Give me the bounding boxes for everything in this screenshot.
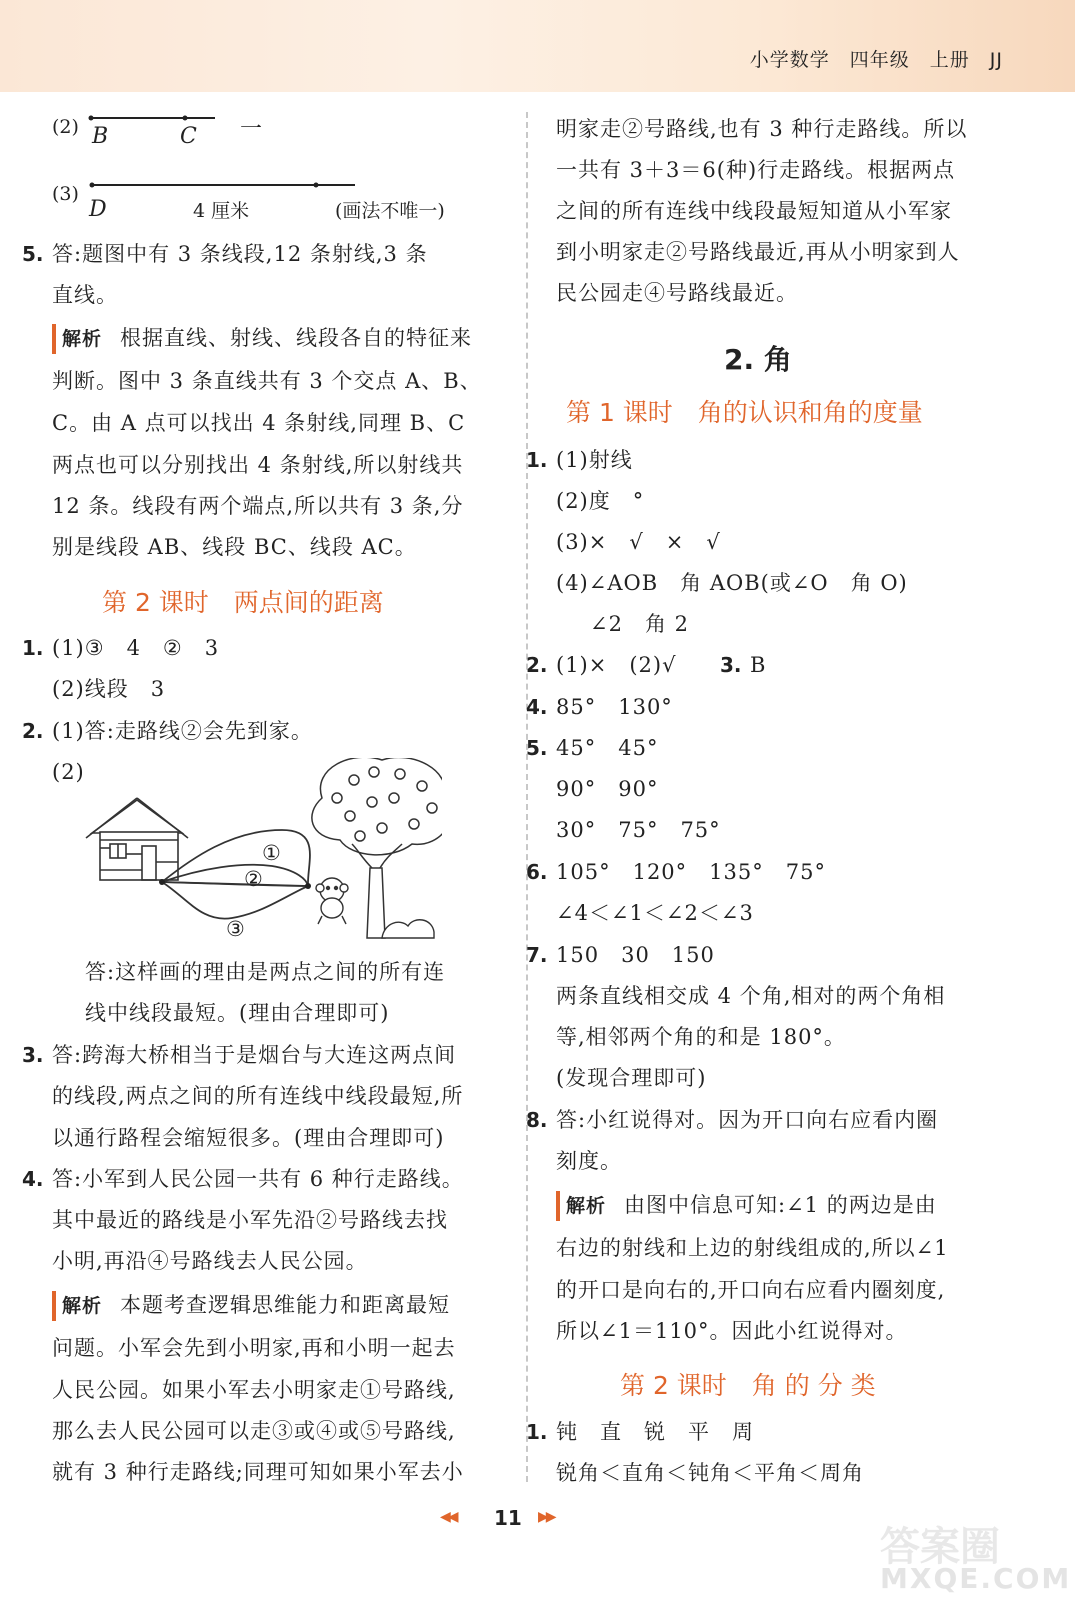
fig2-dash: 一 [240,117,263,142]
b2-line1: (1)× (2)√ [556,653,677,677]
b1-line2: (2)度 ° [556,489,645,513]
a2-line4: 线中线段最短。(理由合理即可) [85,1001,390,1025]
analysis-2-line1: 解析 本题考查逻辑思维能力和距离最短 [52,1290,450,1321]
point-d-label: D [89,197,107,222]
b1-line3: (3)× √ × √ [556,530,721,554]
a2-line1: (1)答:走路线②会先到家。 [52,719,313,743]
header-grade: 四年级 [849,49,910,71]
a2-line3: 答:这样画的理由是两点之间的所有连 [85,960,446,984]
q5-line1: 答:题图中有 3 条线段,12 条射线,3 条 [52,242,428,266]
c1-line2: 锐角＜直角＜钝角＜平角＜周角 [556,1461,864,1485]
a2-line2: (2) [52,760,85,784]
q5-line2: 直线。 [52,283,118,307]
b6-line1: 105° 120° 135° 75° [556,860,826,884]
lesson-2b-title: 第 2 课时 角 的 分 类 [620,1371,876,1400]
analysis-tag: 解析 [52,1291,102,1321]
header-edition: JJ [989,49,1003,71]
cont-line5: 民公园走④号路线最近。 [556,281,798,305]
fig3-length: 4 厘米 [193,200,250,222]
segment-bc [85,112,225,124]
fig3-note: (画法不唯一) [335,200,445,222]
column-divider [526,112,528,1482]
route-1-marker: ① [262,841,281,865]
b8-number: 8. [526,1108,548,1132]
route-2-marker: ② [244,867,263,891]
a3-line1: 答:跨海大桥相当于是烟台与大连这两点间 [52,1043,457,1067]
segment-d [85,179,365,191]
b5-number: 5. [526,736,548,760]
analysis-3-line1: 解析 由图中信息可知:∠1 的两边是由 [556,1190,937,1221]
analysis-1-line1: 解析 根据直线、射线、线段各自的特征来 [52,323,472,354]
b1-line1: (1)射线 [556,448,633,472]
point-c-label: C [180,124,197,149]
a2-number: 2. [22,719,44,743]
a1-number: 1. [22,636,44,660]
header-subject: 小学数学 [749,49,830,71]
a4-number: 4. [22,1167,44,1191]
a4-line2: 其中最近的路线是小军先沿②号路线去找 [52,1208,448,1232]
point-b-label: B [92,124,109,149]
monkey-icon [316,878,348,924]
cont-line4: 到小明家走②号路线最近,再从小明家到人 [556,240,960,264]
a1-line2: (2)线段 3 [52,677,166,701]
fig3-label: (3) [52,183,79,205]
prev-arrow-icon: ◀◀ [440,1509,456,1525]
watermark-url: MXQE.COM [880,1562,1072,1595]
lesson-2-title: 第 2 课时 两点间的距离 [102,588,384,617]
watermark-logo: 答案圈 [880,1524,1000,1570]
a1-line1: (1)③ 4 ② 3 [52,636,220,660]
analysis-2-line5: 就有 3 种行走路线;同理可知如果小军去小 [52,1460,464,1484]
b1-line5: ∠2 角 2 [590,612,689,636]
analysis-2-line4: 那么去人民公园可以走③或④或⑤号路线, [52,1419,456,1443]
c1-number: 1. [526,1420,548,1444]
analysis-1-line4: 两点也可以分别找出 4 条射线,所以射线共 [52,453,464,477]
a4-line3: 小明,再沿④号路线去人民公园。 [52,1249,368,1273]
analysis-1-line6: 别是线段 AB、线段 BC、线段 AC。 [52,535,417,559]
b5-line2: 90° 90° [556,777,659,801]
analysis-1-line3: C。由 A 点可以找出 4 条射线,同理 B、C [52,411,466,435]
a4-line1: 答:小军到人民公园一共有 6 种行走路线。 [52,1167,464,1191]
b8-line1: 答:小红说得对。因为开口向右应看内圈 [556,1108,939,1132]
a3-line2: 的线段,两点之间的所有连线中线段最短,所 [52,1084,464,1108]
analysis-tag: 解析 [52,324,102,354]
analysis-1-line5: 12 条。线段有两个端点,所以共有 3 条,分 [52,494,464,518]
c1-line1: 钝 直 锐 平 周 [556,1420,754,1444]
b6-line2: ∠4＜∠1＜∠2＜∠3 [556,901,754,925]
analysis-3-line2: 右边的射线和上边的射线组成的,所以∠1 [556,1236,949,1260]
section-title: 2. 角 [724,343,792,376]
b4-number: 4. [526,695,548,719]
lesson-1-title: 第 1 课时 角的认识和角的度量 [566,398,923,427]
page-number: 11 [494,1506,522,1530]
b1-line4: (4)∠AOB 角 AOB(或∠O 角 O) [556,571,908,595]
page-header [730,45,1003,72]
routes-icon [162,830,310,919]
a3-line3: 以通行路程会缩短很多。(理由合理即可) [52,1126,445,1150]
fig2-label: (2) [52,116,79,138]
b8-line2: 刻度。 [556,1149,622,1173]
b1-number: 1. [526,448,548,472]
house-icon [86,798,188,880]
b5-line1: 45° 45° [556,736,659,760]
analysis-2-line3: 人民公园。如果小军去小明家走①号路线, [52,1378,456,1402]
a3-number: 3. [22,1043,44,1067]
b7-line2: 两条直线相交成 4 个角,相对的两个角相 [556,984,946,1008]
b2-number: 2. [526,653,548,677]
analysis-3-line4: 所以∠1＝110°。因此小红说得对。 [556,1319,908,1343]
b3-answer: B [750,653,767,677]
cont-line3: 之间的所有连线中线段最短知道从小军家 [556,199,952,223]
b3-number: 3. [720,653,742,677]
b5-line3: 30° 75° 75° [556,818,721,842]
b7-line3: 等,相邻两个角的和是 180°。 [556,1025,846,1049]
analysis-tag: 解析 [556,1191,606,1221]
cont-line1: 明家走②号路线,也有 3 种行走路线。所以 [556,117,968,141]
q5-number: 5. [22,242,44,266]
analysis-1-line2: 判断。图中 3 条直线共有 3 个交点 A、B、 [52,369,482,393]
analysis-2-line2: 问题。小军会先到小明家,再和小明一起去 [52,1336,456,1360]
b6-number: 6. [526,860,548,884]
b7-number: 7. [526,943,548,967]
b7-line4: (发现合理即可) [556,1066,707,1090]
b4-line1: 85° 130° [556,695,673,719]
header-volume: 上册 [929,49,970,71]
analysis-3-line3: 的开口是向右的,开口向右应看内圈刻度, [556,1278,946,1302]
route-3-marker: ③ [226,917,245,941]
cont-line2: 一共有 3＋3＝6(种)行走路线。根据两点 [556,158,956,182]
next-arrow-icon: ▶▶ [538,1509,554,1525]
b7-line1: 150 30 150 [556,943,715,967]
